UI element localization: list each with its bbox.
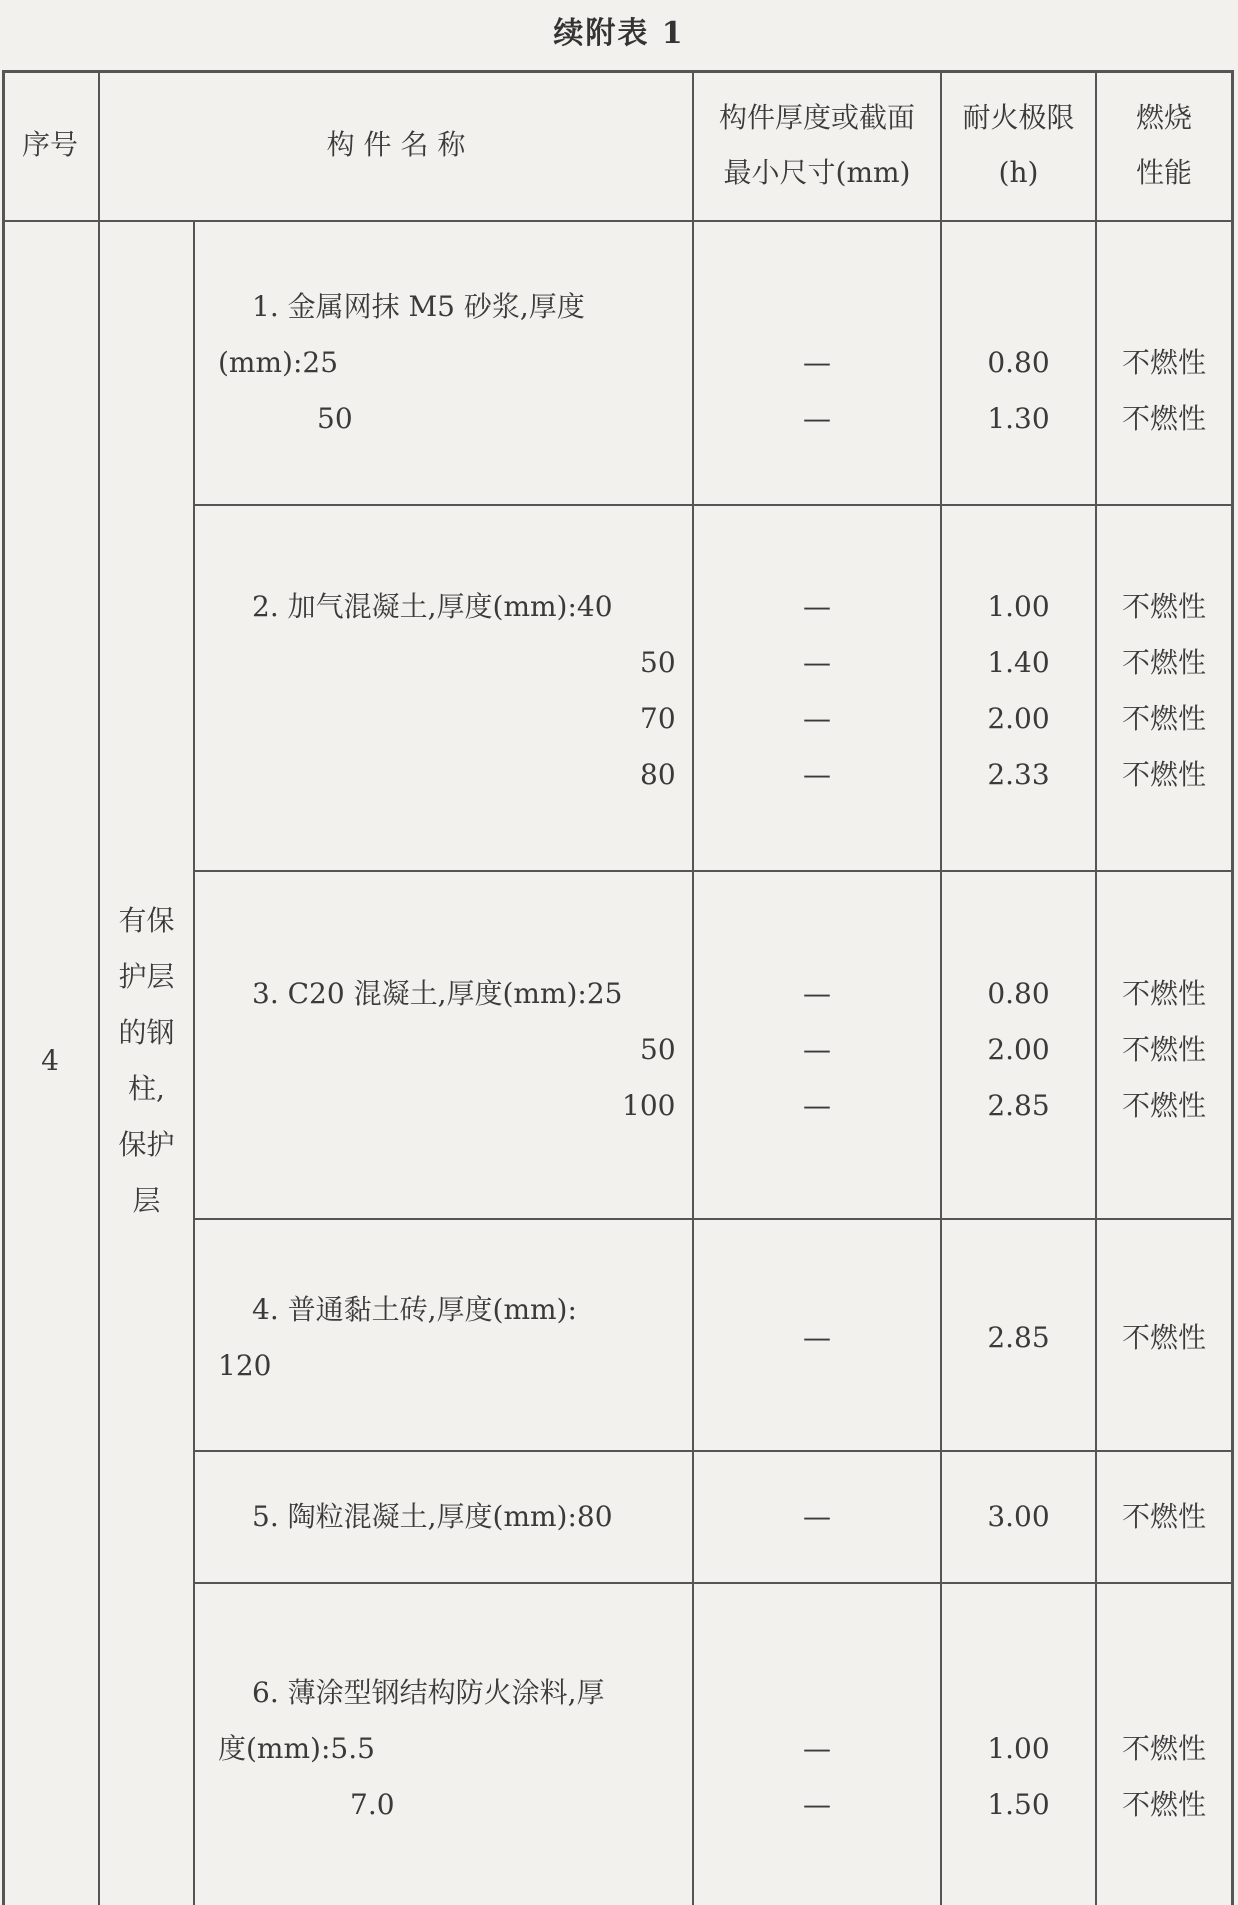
fire-rating: 2.00 [987,1033,1050,1066]
fire-rating: 1.40 [987,646,1050,679]
header-no: 序号 [21,128,78,161]
component-name-line: 80 [640,758,676,791]
category-line: 护层 [118,960,175,993]
table-border-right [1231,70,1234,1905]
combustibility: 不燃性 [1121,1788,1206,1821]
row-divider [193,504,1233,506]
min-size: — [803,1089,831,1122]
component-name-line: 6. 薄涂型钢结构防火涂料,厚 [252,1676,605,1709]
fire-rating: 2.00 [987,702,1050,735]
row-divider [193,1218,1233,1220]
min-size: — [803,977,831,1010]
row-divider [193,870,1233,872]
header-divider [2,220,1234,222]
component-name-line: 50 [317,402,353,435]
combustibility: 不燃性 [1121,1033,1206,1066]
combustibility: 不燃性 [1121,1500,1206,1533]
min-size: — [803,1033,831,1066]
row-divider [193,1450,1233,1452]
fire-rating: 0.80 [987,977,1050,1010]
category-line: 的钢 [118,1016,175,1049]
component-name-line: 3. C20 混凝土,厚度(mm):25 [252,977,623,1010]
component-name-line: 120 [218,1349,272,1382]
component-name-line: 2. 加气混凝土,厚度(mm):40 [252,590,613,623]
component-name-line: 1. 金属网抹 M5 砂浆,厚度 [252,290,585,323]
component-name-line: 50 [640,646,676,679]
component-name-line: (mm):25 [218,346,339,379]
component-name-line: 5. 陶粒混凝土,厚度(mm):80 [252,1500,613,1533]
header-burn-2: 性能 [1135,156,1192,189]
min-size: — [803,646,831,679]
combustibility: 不燃性 [1121,646,1206,679]
combustibility: 不燃性 [1121,758,1206,791]
component-name-line: 4. 普通黏土砖,厚度(mm): [252,1293,577,1326]
combustibility: 不燃性 [1121,1321,1206,1354]
combustibility: 不燃性 [1121,1089,1206,1122]
combustibility: 不燃性 [1121,1732,1206,1765]
combustibility: 不燃性 [1121,402,1206,435]
table-border-left [2,70,5,1905]
component-name-line: 70 [640,702,676,735]
row-number: 4 [41,1044,59,1077]
fire-rating: 1.00 [987,1732,1050,1765]
category-line: 有保 [118,904,175,937]
page-title: 续附表 1 [553,16,685,51]
table-border-top [2,70,1234,73]
min-size: — [803,402,831,435]
header-fire-1: 耐火极限 [962,101,1075,134]
column-divider [193,220,195,1905]
header-size-1: 构件厚度或截面 [718,101,915,134]
fire-rating: 1.30 [987,402,1050,435]
min-size: — [803,1321,831,1354]
category-line: 层 [132,1184,161,1217]
fire-rating: 2.85 [987,1321,1050,1354]
min-size: — [803,590,831,623]
component-name-line: 度(mm):5.5 [218,1732,375,1765]
min-size: — [803,1500,831,1533]
component-name-line: 7.0 [350,1788,395,1821]
min-size: — [803,1732,831,1765]
fire-rating: 1.50 [987,1788,1050,1821]
combustibility: 不燃性 [1121,346,1206,379]
header-fire-2: (h) [998,156,1039,189]
min-size: — [803,346,831,379]
row-divider [193,1582,1233,1584]
category-line: 保护 [118,1128,175,1161]
min-size: — [803,1788,831,1821]
combustibility: 不燃性 [1121,590,1206,623]
header-name: 构 件 名 称 [326,128,466,161]
fire-rating: 3.00 [987,1500,1050,1533]
category-line: 柱, [128,1072,165,1105]
min-size: — [803,702,831,735]
fire-rating: 2.33 [987,758,1050,791]
fire-rating: 0.80 [987,346,1050,379]
header-burn-1: 燃烧 [1135,101,1192,134]
component-name-line: 50 [640,1033,676,1066]
fire-rating: 2.85 [987,1089,1050,1122]
header-size-2: 最小尺寸(mm) [723,156,911,189]
component-name-line: 100 [622,1089,676,1122]
fire-rating: 1.00 [987,590,1050,623]
min-size: — [803,758,831,791]
combustibility: 不燃性 [1121,702,1206,735]
combustibility: 不燃性 [1121,977,1206,1010]
